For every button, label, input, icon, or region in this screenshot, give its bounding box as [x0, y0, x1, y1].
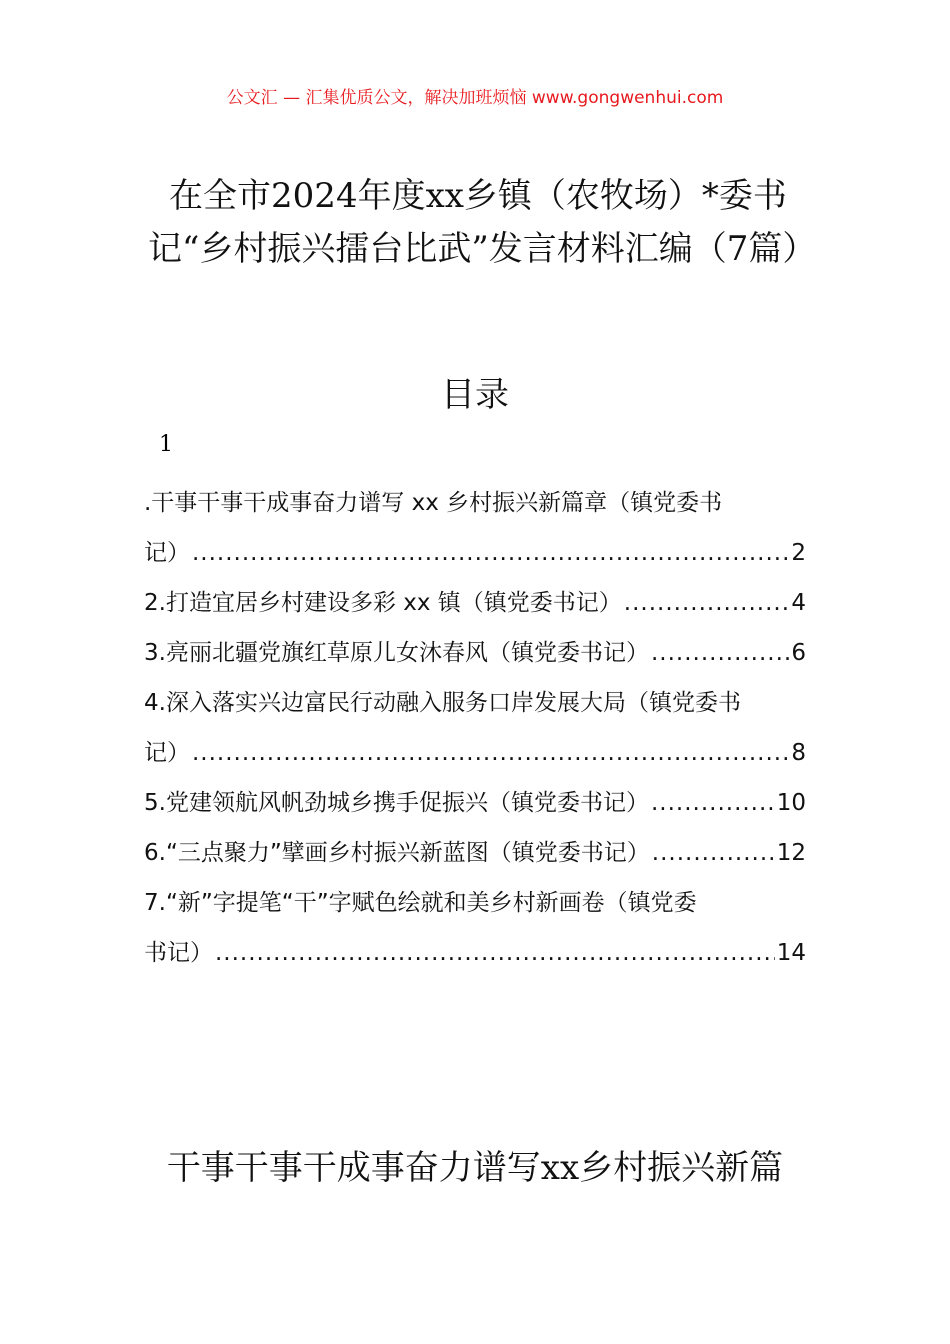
toc-entry-text: 3.亮丽北疆党旗红草原儿女沐春风（镇党委书记） — [144, 640, 649, 666]
toc-entry-4[interactable] — [144, 678, 806, 778]
toc-entry-text: 2.打造宜居乡村建设多彩 xx 镇（镇党委书记） — [144, 590, 622, 616]
toc-entry-text: 4.深入落实兴边富民行动融入服务口岸发展大局（镇党委书 — [144, 690, 741, 716]
toc-heading: 目录 — [441, 375, 509, 415]
toc-entry-text: 6.“三点聚力”擘画乡村振兴新蓝图（镇党委书记） — [144, 840, 650, 866]
dot-leader — [192, 528, 789, 578]
toc-page-number: 10 — [776, 790, 806, 816]
dot-leader — [192, 728, 789, 778]
toc-page-number: 2 — [791, 540, 806, 566]
toc-entry-3[interactable] — [144, 628, 806, 678]
dot-leader — [624, 578, 790, 628]
toc-entry-6[interactable] — [144, 828, 806, 878]
toc-entry-2[interactable] — [144, 578, 806, 628]
table-of-contents — [144, 478, 806, 978]
stray-page-number: 1 — [159, 432, 173, 457]
toc-entry-text: 记） — [144, 740, 190, 766]
site-header-banner: 公文汇 — 汇集优质公文，解决加班烦恼 www.gongwenhui.com — [226, 88, 724, 108]
dot-leader — [652, 828, 775, 878]
dot-leader — [651, 628, 789, 678]
toc-page-number: 4 — [791, 590, 806, 616]
toc-entry-text: 7.“新”字提笔“干”字赋色绘就和美乡村新画卷（镇党委 — [144, 890, 697, 916]
document-title: 在全市2024年度xx乡镇（农牧场）*委书记“乡村振兴擂台比武”发言材料汇编（7篇） — [148, 176, 817, 269]
toc-entry-7[interactable] — [144, 878, 806, 978]
toc-entry-text: 书记） — [144, 940, 213, 966]
toc-page-number: 8 — [791, 740, 806, 766]
dot-leader — [215, 928, 775, 978]
toc-entry-1[interactable] — [144, 478, 806, 578]
toc-entry-5[interactable] — [144, 778, 806, 828]
toc-entry-text: .干事干事干成事奋力谱写 xx 乡村振兴新篇章（镇党委书 — [144, 490, 723, 516]
toc-page-number: 6 — [791, 640, 806, 666]
toc-entry-text: 5.党建领航风帆劲城乡携手促振兴（镇党委书记） — [144, 790, 649, 816]
toc-page-number: 12 — [776, 840, 806, 866]
section-title: 干事干事干成事奋力谱写xx乡村振兴新篇 — [166, 1148, 784, 1188]
toc-entry-text: 记） — [144, 540, 190, 566]
dot-leader — [651, 778, 775, 828]
toc-page-number: 14 — [776, 940, 806, 966]
